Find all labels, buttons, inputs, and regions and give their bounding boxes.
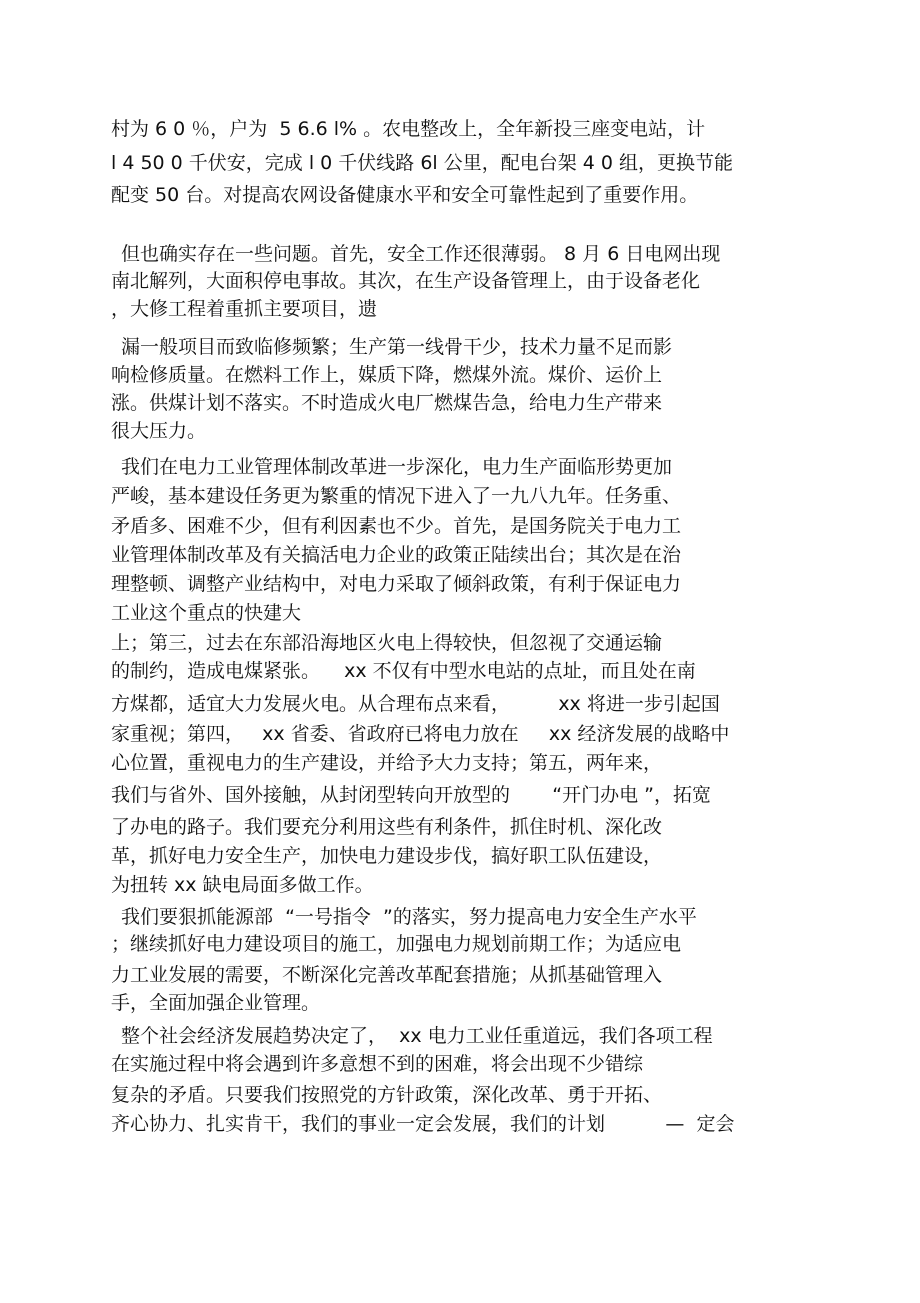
text-line: 村为 6 0 ％，户为 5 6.6 l% 。农电整改上，全年新投三座变电站，计: [111, 118, 706, 140]
text-line: l 4 50 0 千伏安，完成 l 0 千伏线路 6l 公里，配电台架 4 0 组，更换节能: [111, 152, 734, 174]
text-line: 涨。供煤计划不落实。不时造成火电厂燃煤告急，给电力生产带来: [111, 392, 663, 414]
text-line: 响检修质量。在燃料工作上，媒质下降，燃煤外流。煤价、运价上: [111, 364, 663, 386]
text-line: 理整顿、调整产业结构中，对电力采取了倾斜政策，有利于保证电力: [111, 573, 682, 595]
text-line: ；继续抓好电力建设项目的施工，加强电力规划前期工作；为适应电: [111, 933, 682, 955]
text-line: 心位置，重视电力的生产建设，并给予大力支持；第五，两年来，: [111, 752, 663, 774]
text-line: 工业这个重点的快建大: [111, 602, 302, 624]
text-line: 很大压力。: [111, 420, 207, 442]
text-line: 力工业发展的需要，不断深化完善改革配套措施；从抓基础管理入: [111, 964, 663, 986]
text-line: 南北解列，大面积停电事故。其次，在生产设备管理上，由于设备老化: [111, 270, 701, 292]
text-line: 严峻，基本建设任务更为繁重的情况下进入了一九八九年。任务重、: [111, 485, 682, 507]
text-line: 业管理体制改革及有关搞活电力企业的政策正陆续出台；其次是在治: [111, 544, 682, 566]
text-line: 矛盾多、困难不少，但有利因素也不少。首先，是国务院关于电力工: [111, 515, 682, 537]
text-line: 家重视；第四， xx 省委、省政府已将电力放在 xx 经济发展的战略中: [111, 723, 730, 745]
text-line: 复杂的矛盾。只要我们按照党的方针政策，深化改革、勇于开拓、: [111, 1084, 663, 1106]
text-line: 在实施过程中将会遇到许多意想不到的困难，将会出现不少错综: [111, 1053, 644, 1075]
text-line: 但也确实存在一些问题。首先，安全工作还很薄弱。 8 月 6 日电网出现: [121, 243, 721, 265]
text-line: 手，全面加强企业管理。: [111, 992, 321, 1014]
text-line: 我们要狠抓能源部 “一号指令 ”的落实，努力提高电力安全生产水平: [121, 906, 697, 928]
text-line: 配变 50 台。对提高农网设备健康水平和安全可靠性起到了重要作用。: [111, 184, 699, 206]
text-line: 我们与省外、国外接触，从封闭型转向开放型的 “开门办电 ”，拓宽: [111, 784, 712, 806]
text-line: 上；第三，过去在东部沿海地区火电上得较快，但忽视了交通运输: [111, 632, 663, 654]
text-line: 了办电的路子。我们要充分利用这些有利条件，抓住时机、深化改: [111, 816, 663, 838]
text-line: 革，抓好电力安全生产，加快电力建设步伐，搞好职工队伍建设，: [111, 845, 663, 867]
text-line: 方煤都，适宜大力发展火电。从合理布点来看， xx 将进一步引起国: [111, 693, 720, 715]
text-line: ，大修工程着重抓主要项目，遗: [111, 298, 378, 320]
text-line: 整个社会经济发展趋势决定了， xx 电力工业任重道远，我们各项工程: [121, 1025, 713, 1047]
text-line: 我们在电力工业管理体制改革进一步深化，电力生产面临形势更加: [121, 456, 673, 478]
text-line: 为扭转 xx 缺电局面多做工作。: [111, 874, 374, 896]
text-line: 齐心协力、扎实肯干，我们的事业一定会发展，我们的计划 — 定会: [111, 1113, 735, 1135]
text-line: 的制约，造成电煤紧张。 xx 不仅有中型水电站的点址，而且处在南: [111, 660, 696, 682]
text-line: 漏一般项目而致临修频繁；生产第一线骨干少，技术力量不足而影: [121, 336, 673, 358]
